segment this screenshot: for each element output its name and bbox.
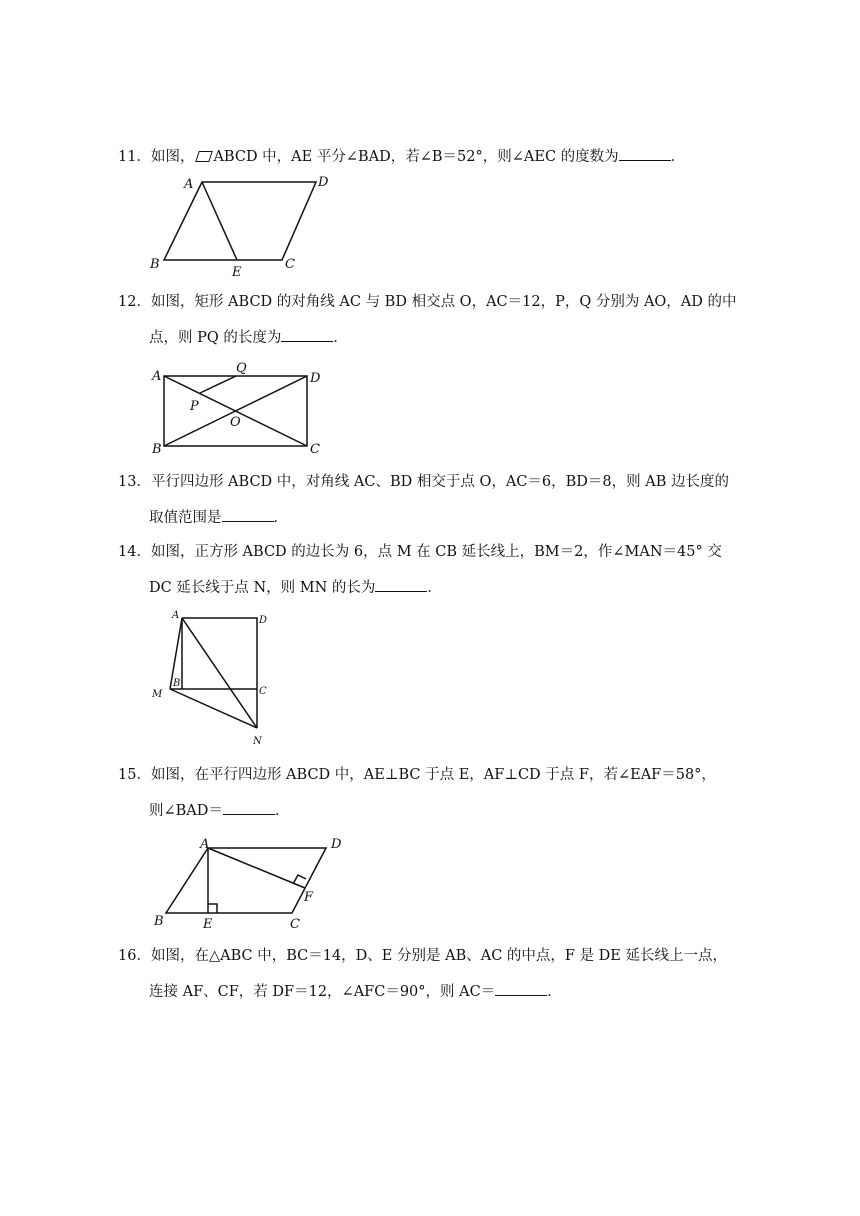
answer-blank-15[interactable]: [223, 800, 275, 815]
problem-13-text-1: 13．平行四边形 ABCD 中，对角线 AC、BD 相交于点 O，AC＝6，BD＝8，则 AB 边长度的: [118, 474, 729, 490]
problem-11-text: ABCD 中，AE 平分∠BAD，若∠B＝52°，则∠AEC 的度数为: [213, 149, 619, 165]
label-c: C: [290, 917, 300, 932]
problem-12-end: ．: [333, 330, 348, 346]
problem-16-line-2: [149, 981, 562, 1002]
label-a: A: [172, 610, 180, 621]
figure-11: [140, 170, 340, 280]
parallelogram-symbol-icon: [196, 151, 214, 162]
problem-13-line-2: [149, 507, 288, 528]
label-d: D: [318, 175, 329, 190]
problem-15-text-1: 15．如图，在平行四边形 ABCD 中，AE⊥BC 于点 E，AF⊥CD 于点 F，若∠EAF＝58°，: [118, 767, 716, 783]
problem-12-text-1: 12．如图，矩形 ABCD 的对角线 AC 与 BD 相交点 O，AC＝12，P，Q 分别为 AO，AD 的中: [118, 294, 737, 310]
problem-14-text-1: 14．如图，正方形 ABCD 的边长为 6，点 M 在 CB 延长线上，BM＝2，作∠MAN＝45° 交: [118, 544, 722, 560]
problem-12-text-2: 点，则 PQ 的长度为: [149, 330, 282, 346]
label-p: P: [190, 399, 199, 414]
answer-blank-11[interactable]: [619, 146, 671, 161]
label-d: D: [259, 615, 268, 626]
label-e: E: [203, 917, 213, 932]
problem-14-line-1: [118, 542, 722, 562]
problem-16-line-1: [118, 946, 727, 966]
figure-15: [140, 828, 360, 938]
problem-14-text-2: DC 延长线于点 N，则 MN 的长为: [149, 580, 376, 596]
label-n: N: [253, 736, 262, 747]
problem-13-line-1: [118, 472, 729, 492]
problem-15-line-2: [149, 800, 289, 821]
label-b: B: [152, 442, 162, 457]
figure-14: [140, 604, 290, 749]
problem-12-line-2: [149, 327, 348, 348]
label-d: D: [310, 371, 321, 386]
figure-12: [140, 358, 340, 458]
label-a: A: [152, 369, 162, 384]
problem-14-line-2: [149, 577, 442, 598]
label-b: B: [154, 914, 164, 929]
problem-12-line-1: [118, 292, 737, 312]
problem-13-end: ．: [273, 510, 288, 526]
label-f: F: [304, 890, 314, 905]
label-c: C: [285, 257, 295, 272]
label-c: C: [310, 442, 320, 457]
answer-blank-14[interactable]: [375, 577, 427, 592]
problem-11-end: ．: [670, 149, 686, 165]
label-e: E: [232, 265, 242, 280]
answer-blank-16[interactable]: [495, 981, 547, 996]
label-d: D: [331, 837, 342, 852]
label-q: Q: [236, 361, 247, 376]
label-b: B: [150, 257, 160, 272]
label-m: M: [152, 689, 163, 700]
problem-15-line-1: [118, 765, 716, 785]
answer-blank-12[interactable]: [281, 327, 333, 342]
label-c: C: [259, 686, 267, 697]
problem-16-text-2: 连接 AF、CF，若 DF＝12，∠AFC＝90°，则 AC＝: [149, 984, 496, 1000]
problem-11-prefix: 11．如图，: [118, 149, 195, 165]
label-b: B: [173, 678, 181, 689]
label-a: A: [184, 177, 194, 192]
problem-16-text-1: 16．如图，在△ABC 中，BC＝14，D、E 分别是 AB、AC 的中点，F 是 DE 延长线上一点，: [118, 948, 727, 964]
answer-blank-13[interactable]: [222, 507, 274, 522]
problem-11-line-1: [118, 146, 685, 167]
problem-13-text-2: 取值范围是: [149, 510, 222, 526]
problem-14-end: ．: [427, 580, 442, 596]
problem-16-end: ．: [547, 984, 562, 1000]
problem-15-end: ．: [274, 803, 290, 819]
problem-15-text-2: 则∠BAD＝: [149, 803, 223, 819]
label-o: O: [230, 415, 241, 430]
label-a: A: [200, 837, 210, 852]
